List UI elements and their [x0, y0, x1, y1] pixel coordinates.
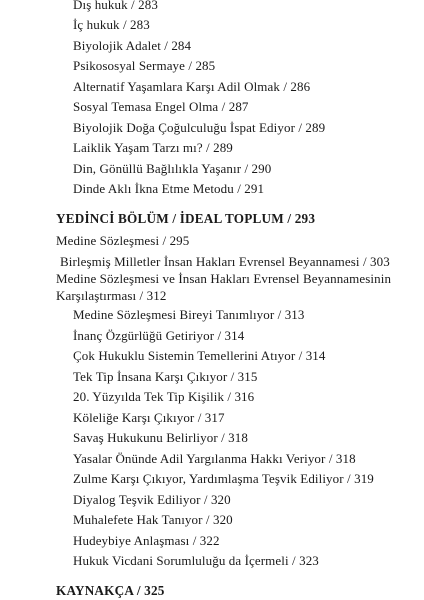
- toc-entry: Dış hukuk / 283: [73, 0, 158, 12]
- toc-entry: Karşılaştırması / 312: [56, 288, 167, 303]
- toc-entry: Zulme Karşı Çıkıyor, Yardımlaşma Teşvik Ediliyor / 319: [73, 471, 374, 486]
- toc-entry: Birleşmiş Milletler İnsan Hakları Evrensel Beyannamesi / 303: [60, 254, 390, 269]
- toc-entry: Tek Tip İnsana Karşı Çıkıyor / 315: [73, 369, 258, 384]
- toc-entry: Medine Sözleşmesi Bireyi Tanımlıyor / 313: [73, 307, 305, 322]
- toc-entry: Biyolojik Doğa Çoğulculuğu İspat Ediyor / 289: [73, 120, 326, 135]
- toc-entry: Alternatif Yaşamlara Karşı Adil Olmak / 286: [73, 79, 311, 94]
- toc-entry: İç hukuk / 283: [73, 17, 150, 32]
- toc-entry: Medine Sözleşmesi ve İnsan Hakları Evrensel Beyannamesinin: [56, 271, 392, 286]
- toc-entry: Çok Hukuklu Sistemin Temellerini Atıyor / 314: [73, 348, 326, 363]
- toc-entry: Sosyal Temasa Engel Olma / 287: [73, 99, 249, 114]
- toc-entry: Dinde Aklı İkna Etme Metodu / 291: [73, 181, 265, 196]
- toc-entry: 20. Yüzyılda Tek Tip Kişilik / 316: [73, 389, 255, 404]
- toc-entry: Din, Gönüllü Bağlılıkla Yaşanır / 290: [73, 161, 272, 176]
- toc-entry: Yasalar Önünde Adil Yargılanma Hakkı Veriyor / 318: [73, 451, 356, 466]
- toc-entry: Medine Sözleşmesi / 295: [56, 233, 190, 248]
- references-heading: KAYNAKÇA / 325: [56, 583, 165, 598]
- toc-entry: Diyalog Teşvik Ediliyor / 320: [73, 492, 231, 507]
- toc-entry: Muhalefete Hak Tanıyor / 320: [73, 512, 233, 527]
- toc-entry: Köleliğe Karşı Çıkıyor / 317: [73, 410, 225, 425]
- toc-entry: Psikososyal Sermaye / 285: [73, 58, 216, 73]
- toc-entry: Laiklik Yaşam Tarzı mı? / 289: [73, 140, 233, 155]
- toc-entry: Hukuk Vicdani Sorumluluğu da İçermeli / 323: [73, 553, 319, 568]
- toc-entry: Biyolojik Adalet / 284: [73, 38, 192, 53]
- toc-entry: İnanç Özgürlüğü Getiriyor / 314: [73, 328, 245, 343]
- toc-entry: Hudeybiye Anlaşması / 322: [73, 533, 220, 548]
- toc-entry: Savaş Hukukunu Belirliyor / 318: [73, 430, 248, 445]
- chapter-heading: YEDİNCİ BÖLÜM / İDEAL TOPLUM / 293: [56, 211, 316, 226]
